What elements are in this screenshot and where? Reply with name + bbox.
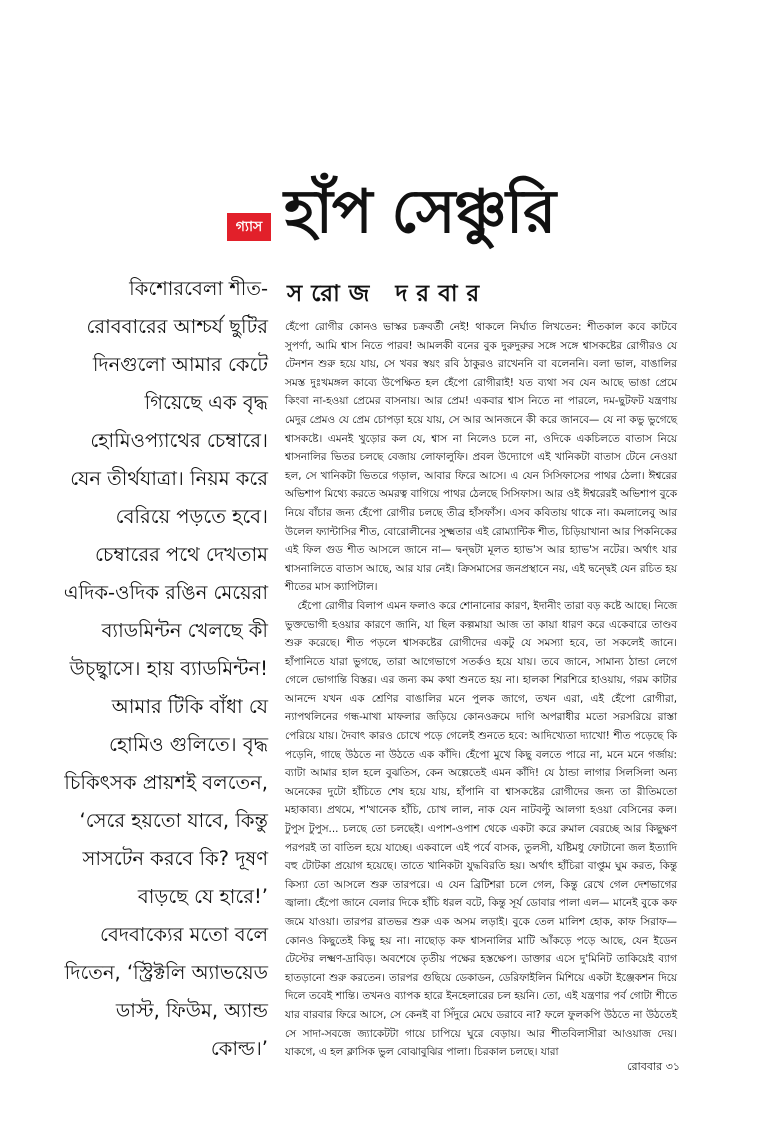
body-paragraph: হেঁপো রোগীর বিলাপ এমন ফলাও করে শোনানোর কারণ, ইদানীং তারা বড় কষ্টে আছে। নিজে ভুক্তভোগী হওয়ার কারণে জানি, যা ছিল কল্পমায়া আজ তা কায়া ধারণ করে একেবারে তাণ্ডব শুরু করেছে। শীত পড়লে শ্বাসকষ্টের রোগীদের একটু যে সমস্যা হবে, তা সকলেই জানে। হাঁপানিতে যারা ভুগছে, তারা আগেভাগে সতর্কও হয়ে যায়। তবে জানে, সামান্য ঠান্ডা লেগে গেলে ভোগান্তি বিস্তর। এর জন্য কম কথা শুনতে হয় না। হালকা শিরশিরে হাওয়ায়, গরম কাটার আনন্দে যখন এক শ্রেণির বাঙালির মনে পুলক জাগে, তখন এরা, এই হেঁপো রোগীরা, ন্যাপথলিনের গন্ধ-মাখা মাফলার জড়িয়ে কোনওক্রমে দাগি অপরাধীর মতো সরসরিয়ে রাস্তা পেরিয়ে যায়। দৈবাৎ কারও চোখে পড়ে গেলেই শুনতে হবে: আদিখ্যেতা দ্যাখো! শীত পড়েছে কি পড়েনি, গাছে উঠতে না উঠতে এক কাঁদি। হেঁপো মুখে কিছু বলতে পারে না, মনে মনে গর্জায়: ব্যাটা আমার হাল হলে বুঝতিস, কেন অল্পেতেই এমন কাঁদি! যে ঠান্ডা লাগার সিলসিলা অন্য অনেকের দুটো হাঁচিতে শেষ হয়ে যায়, হাঁপানি বা শ্বাসকষ্টের রোগীদের জন্য তা রীতিমতো মহাকাব্য। প্রথমে, শ'খানেক হাঁচি, চোখ লাল, নাক যেন নাটবল্টু আলগা হওয়া বেসিনের কল। টুপুস টুপুস... চলছে তো চলছেই। এপাশ-ওপাশ থেকে একটা করে রুমাল বেরচ্ছে আর কিছুক্ষণ পরপরই তা বাতিল হয়ে যাচ্ছে। একবালে এই পর্বে বাসক, তুলসী, যষ্টিমধু ফোটানো জল ইত্যাদি বহু টোটকা প্রয়োগ হয়েছে। তাতে খানিকটা যুদ্ধবিরতি হয়। অর্থাৎ হাঁচিরা বাপ্তুম ঘুম করত, কিন্তু কিস্যা তো আসলে শুরু তারপরে। এ যেন ব্রিটিশরা চলে গেল, কিন্তু রেখে গেল দেশভাগের জ্বালা। হেঁপো জানে বেলার দিকে হাঁচি ধরল বটে, কিন্তু সূর্য ডোবার পালা এল— মানেই বুকে কফ জমে যাওয়া। তারপর রাতভর শুরু এক অসম লড়াই। বুকে তেল মালিশ হোক, কাফ সিরাফ— কোনও কিছুতেই কিছু হয় না। নাছোড় কফ শ্বাসনালির মাটি আঁকড়ে পড়ে আছে, যেন ইডেন টেস্টের লক্ষ্মণ-দ্রাবিড়। অবশেষে তৃতীয় পক্ষের হস্তক্ষেপ। ডাক্তার এসে দু'মিনিট তাকিয়েই ব্যাগ হাতড়ানো শুরু করতেন। তারপর গুছিয়ে ডেকাডন, ডেরিফাইলিন মিশিয়ে একটা ইঞ্জেকশন দিয়ে দিলে তবেই শান্তি। তখনও ব্যাপক হারে ইনহেলারের চল হয়নি। তো, এই যন্ত্রণার পর্ব গোটা শীতে যার বারবার ফিরে আসে, সে কেনই বা সিঁদুরে মেঘে ডরাবে না? ফলে ফুলকপি উঠতে না উঠতেই সে সাদা-সবজে জ্যাকেটটা গায়ে চাপিয়ে ঘুরে বেড়ায়। আর শীতবিলাসীরা আওয়াজ দেয়। যাকগে, এ হল ক্লাসিক ভুল বোঝাবুঝির পালা। চিরকাল চলছে। যারা (285, 599, 677, 1059)
section-tag: গ্যাস (227, 213, 271, 241)
article-body (285, 318, 677, 1062)
page-folio: রোববার ৩১ (627, 1060, 680, 1073)
article-headline: হাঁপ সেঞ্চুরি (284, 177, 556, 247)
pull-quote: কিশোরবেলা শীত-রোববারের আশ্চর্য ছুটির দিনগুলো আমার কেটে গিয়েছে এক বৃদ্ধ হোমিওপ্যাথের চেম্বারে। যেন তীর্থযাত্রা। নিয়ম করে বেরিয়ে পড়তে হবে। চেম্বারের পথে দেখতাম এদিক-ওদিক রঙিন মেয়েরা ব্যাডমিন্টন খেলছে কী উচ্ছ্বাসে। হায় ব্যাডমিন্টন! আমার টিকি বাঁধা যে হোমিও গুলিতে। বৃদ্ধ চিকিৎসক প্রায়শই বলতেন, ‘সেরে হয়তো যাবে, কিন্তু সাসটেন করবে কি? দূষণ বাড়ছে যে হারে!’ বেদবাক্যের মতো বলে দিতেন, ‘স্ট্রিক্টলি অ্যাভয়েড ডাস্ট, ফিউম, অ্যান্ড কোল্ড।’ (63, 277, 268, 1060)
body-paragraph: হেঁপো রোগীর কোনও ভাস্কর চক্রবর্তী নেই! থাকলে নির্ঘাত লিখতেন: শীতকাল কবে কাটবে সুপর্ণা, আমি শ্বাস নিতে পারব! আমলকী বনের বুক দুরুদুরুর সঙ্গে সঙ্গে শ্বাসকষ্টের রোগীরও যে টেনশন শুরু হয়ে যায়, সে খবর স্বয়ং রবি ঠাকুরও রাখেননি বা বলেননি। বলা ভাল, বাঙালির সমস্ত দুঃখমঙ্গল কাব্যে উপেক্ষিত হল হেঁপো রোগীরাই! যত ব্যথা সব যেন আছে ভাঙা প্রেমে কিংবা না-হওয়া প্রেমের বাসনায়। আর প্রেম! একবার শ্বাস নিতে না পারলে, দম-ছুটফট যন্ত্রণায় মেদুর প্রেমও যে প্রেম চোপড়া হয়ে যায়, সে আর আনজনে কী করে জানবে— যে না কভু ভুগেছে শ্বাসকষ্টে। এমনই খুড়োর কল যে, শ্বাস না নিলেও চলে না, ওদিকে একচিলতে বাতাস নিয়ে শ্বাসনালির ভিতর চলছে বেজায় লোফালুফি। প্রবল উদ্যোগে এই খানিকটা বাতাস টেনে নেওয়া হল, সে খানিকটা ভিতরে গড়াল, আবার ফিরে আসে। এ যেন সিসিফাসের পাথর ঠেলা। ঈশ্বরের অভিশাপ মিথ্যে করতে অমরত্ব বাগিয়ে পাথর ঠেলছে সিসিফাস। আর ওই ঈশ্বরেরই অভিশাপ বুকে নিয়ে বাঁচার জন্য হেঁপো রোগীর চলছে তীব্র হাঁসফাঁস। এসব কবিতায় থাকে না। কমলালেবু আর উলেল ফ্যান্টাসির শীত, বোরোলীনের সুক্ষ্মতার এই রোম্যান্টিক শীত, চিড়িয়াখানা আর পিকনিকের এই ফিল গুড শীত আসলে জানে না— দ্বন্দ্বটা মূলত হ্যাভ'স আর হ্যাভ'স নটের। অর্থাৎ যার শ্বাসনালিতে বাতাস আছে, আর যার নেই। ক্রিসমাসের জনপ্রস্থানে নয়, এই দ্বন্দ্বেই যেন রচিত হয় শীতের মাস ক্যাপিটাল। (285, 321, 677, 594)
author-byline: সরোজ দরবার (287, 281, 489, 307)
